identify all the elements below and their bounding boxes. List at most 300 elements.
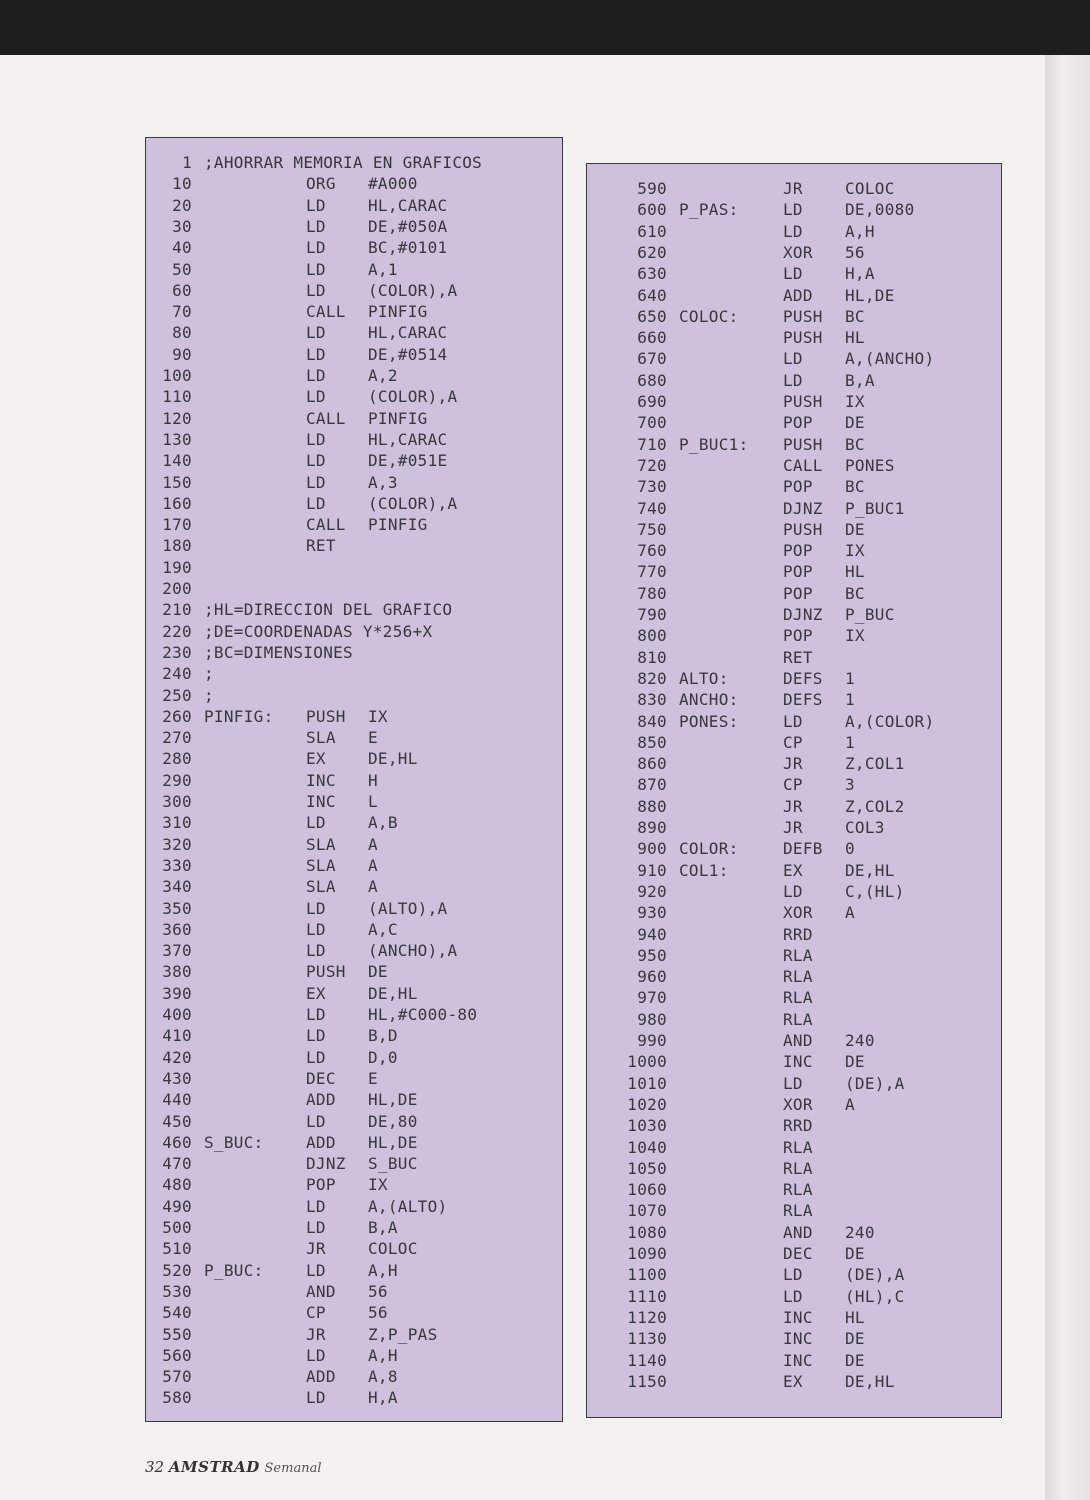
- code-opcode: XOR: [783, 903, 813, 923]
- code-operand: DE: [368, 962, 388, 982]
- code-operand: IX: [845, 626, 865, 646]
- code-line: [587, 668, 1001, 689]
- code-operand: 1: [845, 732, 855, 752]
- line-number: 770: [637, 562, 667, 582]
- code-line: [146, 1111, 562, 1132]
- code-operand: 1: [845, 690, 855, 710]
- code-opcode: SLA: [306, 834, 336, 854]
- line-number: 580: [162, 1388, 192, 1408]
- code-opcode: JR: [306, 1239, 326, 1259]
- code-operand: (HL),C: [845, 1286, 905, 1306]
- code-line: [146, 1324, 562, 1345]
- code-opcode: CALL: [306, 302, 346, 322]
- code-opcode: LD: [783, 1286, 803, 1306]
- line-number: 720: [637, 455, 667, 475]
- line-number: 1000: [627, 1052, 667, 1072]
- code-operand: H: [368, 770, 378, 790]
- line-number: 760: [637, 541, 667, 561]
- code-operand: HL,CARAC: [368, 323, 448, 343]
- code-operand: Z,COL2: [845, 796, 905, 816]
- code-opcode: RLA: [783, 1137, 813, 1157]
- line-number: 590: [637, 179, 667, 198]
- code-opcode: INC: [783, 1052, 813, 1072]
- code-opcode: PUSH: [306, 706, 346, 726]
- line-number: 380: [162, 962, 192, 982]
- code-operand: 1: [845, 668, 855, 688]
- code-opcode: LD: [306, 216, 326, 236]
- line-number: 1090: [627, 1244, 667, 1263]
- code-opcode: LD: [783, 200, 803, 220]
- code-opcode: DEFB: [783, 839, 823, 859]
- code-line: [587, 881, 1001, 902]
- line-number: 700: [637, 413, 667, 433]
- line-number: 870: [637, 775, 667, 795]
- code-line: [146, 876, 562, 897]
- code-line: [587, 412, 1001, 433]
- line-number: 190: [162, 557, 192, 577]
- code-opcode: LD: [306, 813, 326, 833]
- line-number: 100: [162, 366, 192, 385]
- code-opcode: LD: [783, 370, 803, 390]
- line-number: 330: [162, 855, 192, 875]
- code-opcode: CALL: [306, 408, 346, 428]
- code-operand: PONES: [845, 455, 895, 475]
- code-operand: DE,HL: [845, 1371, 895, 1391]
- code-opcode: RLA: [783, 967, 813, 987]
- line-number: 850: [637, 732, 667, 752]
- code-line: [146, 1047, 562, 1068]
- line-number: 520: [162, 1260, 192, 1280]
- code-operand: L: [368, 792, 378, 811]
- line-number: 60: [172, 280, 192, 300]
- code-line: [587, 285, 1001, 306]
- code-opcode: INC: [783, 1329, 813, 1349]
- code-line: [587, 625, 1001, 646]
- magazine-name: AMSTRAD: [168, 1458, 260, 1476]
- code-line: [146, 280, 562, 301]
- code-opcode: AND: [306, 1281, 336, 1301]
- line-number: 900: [637, 839, 667, 859]
- code-operand: DE,HL: [368, 983, 418, 1003]
- line-number: 600: [637, 200, 667, 220]
- line-number: 390: [162, 983, 192, 1003]
- code-line: [587, 561, 1001, 582]
- code-comment: ;AHORRAR MEMORIA EN GRAFICOS: [204, 153, 483, 172]
- code-line: [587, 987, 1001, 1008]
- line-number: 10: [172, 174, 192, 194]
- line-number: 210: [162, 600, 192, 620]
- code-opcode: LD: [306, 1345, 326, 1365]
- code-operand: (DE),A: [845, 1073, 905, 1093]
- code-line: [146, 408, 562, 429]
- code-opcode: LD: [306, 323, 326, 343]
- code-line: [587, 242, 1001, 263]
- code-operand: (ANCHO),A: [368, 941, 458, 961]
- code-operand: 0: [845, 839, 855, 859]
- line-number: 1050: [627, 1158, 667, 1178]
- line-number: 860: [637, 754, 667, 774]
- code-line: [146, 365, 562, 386]
- code-comment: ;: [204, 685, 214, 705]
- code-opcode: RLA: [783, 1201, 813, 1221]
- code-opcode: LD: [306, 941, 326, 961]
- code-opcode: LD: [783, 264, 803, 284]
- code-opcode: LD: [306, 1005, 326, 1024]
- line-number: 640: [637, 285, 667, 305]
- code-line: [146, 322, 562, 343]
- code-opcode: LD: [306, 195, 326, 215]
- code-line: [587, 711, 1001, 732]
- code-opcode: PUSH: [783, 328, 823, 348]
- code-line: [146, 386, 562, 407]
- code-line: [146, 1068, 562, 1089]
- code-line: [146, 1387, 562, 1408]
- code-line: [587, 1073, 1001, 1094]
- code-operand: (COLOR),A: [368, 387, 458, 407]
- code-line: [146, 216, 562, 237]
- code-line: [587, 817, 1001, 838]
- code-line: [146, 1196, 562, 1217]
- line-number: 550: [162, 1324, 192, 1344]
- code-label: PINFIG:: [204, 706, 274, 726]
- line-number: 1020: [627, 1094, 667, 1114]
- line-number: 370: [162, 941, 192, 961]
- code-opcode: LD: [306, 366, 326, 385]
- code-operand: A,(ALTO): [368, 1196, 448, 1216]
- code-line: [587, 945, 1001, 966]
- code-label: ALTO:: [679, 668, 729, 688]
- code-line: [587, 1094, 1001, 1115]
- code-opcode: LD: [306, 238, 326, 258]
- code-opcode: PUSH: [783, 306, 823, 326]
- code-line: [587, 1222, 1001, 1243]
- line-number: 430: [162, 1068, 192, 1088]
- code-operand: 3: [845, 775, 855, 795]
- code-opcode: LD: [306, 1388, 326, 1408]
- code-line: [146, 599, 562, 620]
- line-number: 1130: [627, 1329, 667, 1349]
- line-number: 140: [162, 451, 192, 471]
- code-operand: H,A: [368, 1388, 398, 1408]
- line-number: 1010: [627, 1073, 667, 1093]
- line-number: 670: [637, 349, 667, 369]
- line-number: 710: [637, 434, 667, 454]
- code-line: [146, 173, 562, 194]
- code-line: [587, 1286, 1001, 1307]
- code-opcode: PUSH: [306, 962, 346, 982]
- code-line: [146, 1302, 562, 1323]
- code-line: [587, 1179, 1001, 1200]
- code-line: [587, 1350, 1001, 1371]
- code-line: [146, 727, 562, 748]
- line-number: 570: [162, 1367, 192, 1387]
- code-operand: B,A: [845, 370, 875, 390]
- page-footer: [145, 1458, 321, 1476]
- code-label: P_BUC1:: [679, 434, 749, 454]
- code-line: [587, 1371, 1001, 1392]
- code-opcode: INC: [306, 770, 336, 790]
- line-number: 530: [162, 1281, 192, 1301]
- code-opcode: DJNZ: [783, 498, 823, 518]
- code-line: [146, 301, 562, 322]
- code-opcode: RLA: [783, 1158, 813, 1178]
- code-opcode: SLA: [306, 877, 336, 897]
- code-operand: E: [368, 1068, 378, 1088]
- code-opcode: LD: [306, 1218, 326, 1237]
- code-opcode: LD: [306, 387, 326, 407]
- page-number: 32: [145, 1458, 165, 1476]
- code-opcode: CALL: [783, 455, 823, 475]
- code-line: [146, 1366, 562, 1387]
- code-operand: A,H: [368, 1260, 398, 1280]
- code-line: [587, 391, 1001, 412]
- code-opcode: LD: [783, 1073, 803, 1093]
- code-opcode: LD: [783, 221, 803, 241]
- code-label: COLOC:: [679, 306, 739, 326]
- code-operand: BC,#0101: [368, 238, 448, 258]
- code-opcode: INC: [306, 792, 336, 811]
- code-line: [146, 259, 562, 280]
- line-number: 20: [172, 195, 192, 215]
- code-line: [587, 838, 1001, 859]
- line-number: 730: [637, 477, 667, 497]
- code-line: [587, 519, 1001, 540]
- code-operand: #A000: [368, 174, 418, 194]
- line-number: 810: [637, 647, 667, 667]
- code-line: [587, 753, 1001, 774]
- line-number: 1140: [627, 1350, 667, 1370]
- code-line: [146, 1132, 562, 1153]
- code-line: [146, 685, 562, 706]
- line-number: 790: [637, 605, 667, 624]
- code-operand: 240: [845, 1222, 875, 1242]
- line-number: 420: [162, 1047, 192, 1067]
- code-operand: A,8: [368, 1367, 398, 1387]
- code-operand: HL,DE: [368, 1132, 418, 1152]
- code-opcode: POP: [783, 477, 813, 497]
- code-line: [146, 535, 562, 556]
- line-number: 1120: [627, 1307, 667, 1327]
- code-line: [587, 774, 1001, 795]
- code-operand: H,A: [845, 264, 875, 284]
- code-line: [146, 706, 562, 727]
- line-number: 1150: [627, 1371, 667, 1391]
- line-number: 160: [162, 493, 192, 513]
- line-number: 170: [162, 515, 192, 535]
- code-operand: DE: [845, 1329, 865, 1349]
- code-line: [146, 919, 562, 940]
- code-opcode: DEC: [306, 1068, 336, 1088]
- line-number: 90: [172, 344, 192, 364]
- code-opcode: LD: [306, 919, 326, 939]
- code-line: [587, 583, 1001, 604]
- code-comment: ;BC=DIMENSIONES: [204, 642, 353, 662]
- line-number: 540: [162, 1303, 192, 1323]
- line-number: 1040: [627, 1137, 667, 1157]
- code-comment: ;HL=DIRECCION DEL GRAFICO: [204, 600, 453, 620]
- code-line: [587, 1328, 1001, 1349]
- code-opcode: POP: [783, 626, 813, 646]
- line-number: 1080: [627, 1222, 667, 1242]
- magazine-subtitle: Semanal: [264, 1461, 322, 1476]
- code-listing-right: [586, 163, 1002, 1418]
- code-opcode: LD: [306, 898, 326, 918]
- line-number: 1030: [627, 1116, 667, 1136]
- code-operand: HL,#C000-80: [368, 1005, 478, 1024]
- code-opcode: AND: [783, 1222, 813, 1242]
- line-number: 290: [162, 770, 192, 790]
- code-operand: HL,DE: [845, 285, 895, 305]
- line-number: 680: [637, 370, 667, 390]
- code-operand: A,1: [368, 259, 398, 279]
- code-opcode: CP: [306, 1303, 326, 1323]
- code-operand: BC: [845, 306, 865, 326]
- line-number: 460: [162, 1132, 192, 1152]
- line-number: 800: [637, 626, 667, 646]
- code-line: [146, 1238, 562, 1259]
- code-line: [587, 1051, 1001, 1072]
- line-number: 450: [162, 1111, 192, 1131]
- line-number: 690: [637, 392, 667, 411]
- code-line: [146, 429, 562, 450]
- code-line: [146, 344, 562, 365]
- code-line: [146, 152, 562, 173]
- code-label: COLOR:: [679, 839, 739, 859]
- code-opcode: LD: [306, 344, 326, 364]
- line-number: 950: [637, 945, 667, 965]
- code-line: [587, 1137, 1001, 1158]
- code-label: ANCHO:: [679, 690, 739, 710]
- code-line: [146, 663, 562, 684]
- code-opcode: RLA: [783, 945, 813, 965]
- code-opcode: CALL: [306, 515, 346, 535]
- line-number: 440: [162, 1090, 192, 1110]
- line-number: 230: [162, 642, 192, 662]
- code-opcode: RLA: [783, 1180, 813, 1200]
- line-number: 930: [637, 903, 667, 923]
- code-line: [587, 604, 1001, 625]
- line-number: 340: [162, 877, 192, 897]
- code-opcode: EX: [783, 1371, 803, 1391]
- code-opcode: SLA: [306, 855, 336, 875]
- code-line: [146, 1153, 562, 1174]
- code-line: [146, 770, 562, 791]
- code-opcode: DEFS: [783, 690, 823, 710]
- code-line: [146, 195, 562, 216]
- line-number: 410: [162, 1026, 192, 1046]
- code-opcode: EX: [783, 860, 803, 880]
- line-number: 310: [162, 813, 192, 833]
- code-operand: A,B: [368, 813, 398, 833]
- code-line: [587, 348, 1001, 369]
- code-opcode: RLA: [783, 988, 813, 1008]
- code-opcode: LD: [306, 451, 326, 471]
- line-number: 980: [637, 1009, 667, 1029]
- line-number: 280: [162, 749, 192, 769]
- code-operand: (DE),A: [845, 1265, 905, 1285]
- code-line: [587, 1009, 1001, 1030]
- code-comment: ;DE=COORDENADAS Y*256+X: [204, 621, 433, 641]
- code-operand: B,A: [368, 1218, 398, 1237]
- code-line: [587, 1158, 1001, 1179]
- scan-top-edge: [0, 0, 1090, 55]
- line-number: 820: [637, 668, 667, 688]
- code-line: [587, 476, 1001, 497]
- code-line: [587, 306, 1001, 327]
- code-opcode: EX: [306, 983, 326, 1003]
- line-number: 910: [637, 860, 667, 880]
- code-operand: BC: [845, 434, 865, 454]
- code-operand: IX: [845, 392, 865, 411]
- line-number: 750: [637, 519, 667, 539]
- code-opcode: LD: [306, 1260, 326, 1280]
- code-operand: BC: [845, 477, 865, 497]
- code-opcode: RET: [783, 647, 813, 667]
- code-line: [146, 578, 562, 599]
- code-operand: PINFIG: [368, 515, 428, 535]
- code-label: P_BUC:: [204, 1260, 264, 1280]
- line-number: 970: [637, 988, 667, 1008]
- code-opcode: LD: [306, 429, 326, 449]
- line-number: 220: [162, 621, 192, 641]
- line-number: 300: [162, 792, 192, 811]
- code-listing-left: [145, 137, 563, 1422]
- code-operand: Z,P_PAS: [368, 1324, 438, 1344]
- code-opcode: POP: [783, 541, 813, 561]
- code-opcode: INC: [783, 1350, 813, 1370]
- line-number: 960: [637, 967, 667, 987]
- code-line: [146, 472, 562, 493]
- code-operand: A: [368, 877, 378, 897]
- code-operand: E: [368, 728, 378, 748]
- code-line: [587, 263, 1001, 284]
- code-line: [587, 1030, 1001, 1051]
- code-opcode: SLA: [306, 728, 336, 748]
- code-opcode: CP: [783, 732, 803, 752]
- line-number: 470: [162, 1154, 192, 1174]
- code-line: [587, 370, 1001, 391]
- code-opcode: LD: [306, 1047, 326, 1067]
- line-number: 610: [637, 221, 667, 241]
- code-line: [146, 237, 562, 258]
- code-operand: DE: [845, 1244, 865, 1263]
- code-line: [146, 1025, 562, 1046]
- code-line: [146, 834, 562, 855]
- code-opcode: PUSH: [783, 519, 823, 539]
- code-operand: C,(HL): [845, 881, 905, 901]
- code-line: [146, 748, 562, 769]
- code-opcode: RLA: [783, 1009, 813, 1029]
- code-opcode: JR: [783, 818, 803, 837]
- code-operand: HL,CARAC: [368, 195, 448, 215]
- code-line: [587, 434, 1001, 455]
- code-operand: HL: [845, 328, 865, 348]
- code-opcode: XOR: [783, 242, 813, 262]
- code-operand: A,(COLOR): [845, 711, 935, 731]
- line-number: 630: [637, 264, 667, 284]
- line-number: 360: [162, 919, 192, 939]
- code-opcode: ADD: [306, 1367, 336, 1387]
- code-label: S_BUC:: [204, 1132, 264, 1152]
- line-number: 250: [162, 685, 192, 705]
- code-opcode: ADD: [783, 285, 813, 305]
- code-label: COL1:: [679, 860, 729, 880]
- code-opcode: LD: [306, 472, 326, 492]
- code-opcode: DJNZ: [783, 605, 823, 624]
- code-opcode: RET: [306, 536, 336, 556]
- page-spine: [1045, 55, 1090, 1500]
- code-line: [587, 327, 1001, 348]
